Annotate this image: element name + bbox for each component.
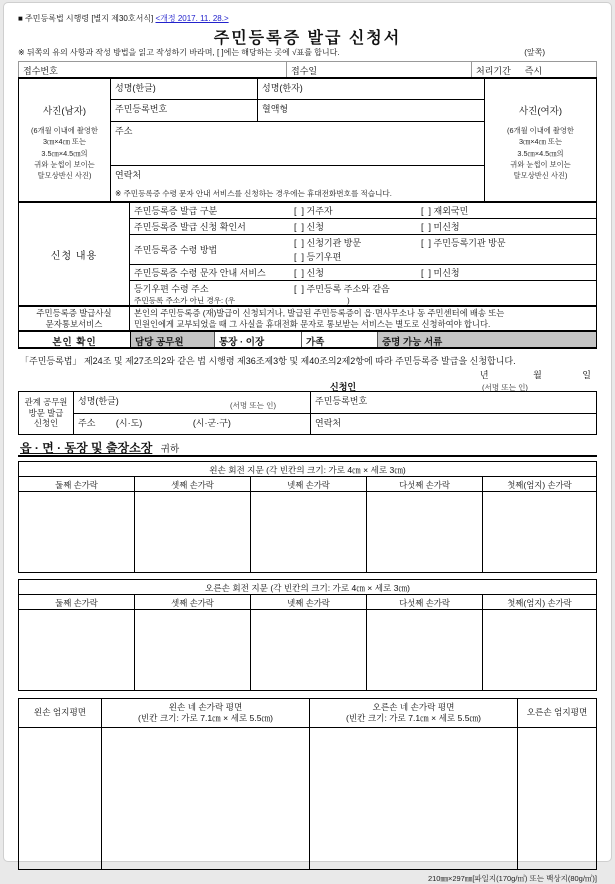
mail-address-label: 등기우편 수령 주소 [134, 283, 209, 294]
verify-officer-cell: 담당 공무원 [130, 332, 214, 347]
day-label: 일 [582, 370, 591, 380]
finger-col-fifth: 다섯째 손가락 [367, 477, 483, 492]
photo-male-caption [19, 125, 110, 181]
officer-label-line2: 방문 발급 [28, 407, 64, 418]
receipt-row [18, 61, 597, 77]
receipt-date-label: 접수일 [291, 66, 318, 76]
processing-period-cell [471, 62, 596, 77]
declaration-section [18, 349, 597, 391]
officer-rrn-label: 주민등록번호 [315, 396, 368, 406]
issuance-type-label: 주민등록증 발급 구분 [134, 206, 218, 216]
officer-label-line1: 관계 공무원 [24, 396, 68, 407]
notice-label-line1: 주민등록증 발급사실 [36, 308, 112, 318]
contact-label: 연락처 [115, 170, 142, 181]
addressee-line [18, 438, 597, 457]
photo-caption-line: 3㎝×4㎝ 또는 [518, 137, 563, 147]
fingerprint-blank-cell [251, 492, 367, 572]
officer-fields [74, 392, 596, 434]
confirmation-request-row [130, 219, 596, 235]
photo-caption-line: (6개월 이내에 촬영한 [507, 126, 574, 135]
declaration-date-line [20, 368, 595, 380]
name-korean-label: 성명(한글) [115, 83, 156, 93]
photo-male-title: 사진(남자) [42, 106, 87, 117]
officer-name-field[interactable] [74, 392, 311, 413]
officer-name-label: 성명(한글) [78, 396, 119, 406]
finger-col-thumb: 첫째(엄지) 손가락 [483, 595, 596, 610]
mail-address-other-note[interactable]: 주민등록 주소가 아닌 경우: (우 [134, 295, 236, 305]
impression-blank-cell [518, 728, 596, 869]
checkbox-sms-apply[interactable]: [ ] 신청 [294, 268, 324, 278]
checkbox-registered-mail[interactable]: [ ] 등기우편 [294, 252, 342, 262]
addressee-title: 읍 · 면 · 동장 및 출장소장 [20, 441, 153, 455]
photo-caption-line: 귀와 눈썹이 보이는 [34, 159, 95, 169]
declaration-text: 「주민등록법」 제24조 및 제27조의2와 같은 법 시행령 제36조제3항 및 제40조의2제2항에 따라 주민등록증 발급을 신청합니다. [20, 356, 516, 366]
fill-instruction: ※ 뒤쪽의 유의 사항과 작성 방법을 읽고 작성하기 바라며, [ ]에는 해당하는 곳에 √표를 합니다. [18, 48, 340, 57]
blood-type-field[interactable] [258, 100, 484, 120]
mail-address-row [130, 281, 596, 305]
revision-link[interactable]: <개정 2017. 11. 28.> [155, 14, 229, 23]
photo-caption-line: 귀와 눈썹이 보이는 [510, 159, 571, 169]
personal-info-table [18, 77, 597, 203]
plain-impression-table [18, 698, 597, 870]
signature-or-seal-label: (서명 또는 인) [482, 383, 528, 392]
application-section-label: 신청 내용 [19, 203, 130, 305]
paper-spec-footer: 210㎜×297㎜[파일지(170g/㎡) 또는 백상지(80g/㎡)] [427, 874, 597, 883]
left-thumb-plain-label: 왼손 엄지평면 [33, 707, 87, 718]
finger-col-second: 둘째 손가락 [19, 595, 135, 610]
photo-female-caption [485, 125, 596, 181]
name-hanja-label: 성명(한자) [262, 83, 303, 93]
fingerprint-blank-cell [19, 610, 135, 690]
right-hand-fingerprint-title: 오른손 회전 지문 (각 빈칸의 크기: 가로 4㎝ × 세로 3㎝) [19, 580, 596, 595]
receipt-number-cell[interactable] [19, 62, 286, 77]
sms-notice-label: 주민등록증 수령 문자 안내 서비스 [134, 268, 266, 278]
right-four-fingers-size: (빈칸 크기: 가로 7.1㎝ × 세로 5.5㎝) [346, 713, 481, 723]
right-fingerprint-column-headers [19, 595, 596, 610]
year-label: 년 [479, 370, 489, 380]
identity-verification-row [18, 332, 597, 349]
contact-field[interactable] [111, 166, 484, 201]
checkbox-overseas-korean[interactable]: [ ] 재외국민 [421, 206, 469, 216]
checkbox-apply[interactable]: [ ] 신청 [294, 222, 324, 232]
right-fingerprint-blank-row [19, 610, 596, 690]
rrn-label: 주민등록번호 [115, 104, 168, 115]
checkbox-visit-application-office[interactable]: [ ] 신청기관 방문 [294, 238, 362, 248]
officer-address-field[interactable] [74, 414, 311, 435]
receive-method-row [130, 235, 596, 265]
finger-col-fourth: 넷째 손가락 [251, 477, 367, 492]
impression-blank-cell [310, 728, 518, 869]
left-four-fingers-size: (빈칸 크기: 가로 7.1㎝ × 세로 5.5㎝) [138, 713, 273, 723]
fingerprint-blank-cell [135, 610, 251, 690]
officer-contact-field[interactable] [311, 414, 596, 435]
impression-blank-cell [19, 728, 102, 869]
officer-sigungu-label: (시·군·구) [192, 417, 231, 428]
checkbox-visit-registration-office[interactable]: [ ] 주민등록기관 방문 [421, 238, 506, 248]
notice-text-line2: 민원인에게 교부되었을 때 그 사실을 휴대전화 문자로 통보받는 서비스는 별도로 신청하여야 합니다. [134, 319, 491, 330]
photo-box-male [19, 79, 111, 201]
officer-address-label: 주소 [78, 417, 96, 428]
notice-label-line2: 문자통보서비스 [45, 318, 103, 329]
officer-rrn-field[interactable] [311, 392, 596, 413]
left-thumb-plain-header [19, 699, 102, 728]
blood-type-label: 혈액형 [262, 104, 289, 115]
fingerprint-blank-cell [367, 610, 483, 690]
left-hand-fingerprint-table [18, 461, 597, 573]
fingerprint-blank-cell [483, 492, 596, 572]
month-label: 월 [533, 370, 542, 380]
left-fingerprint-blank-row [19, 492, 596, 572]
right-four-fingers-header [310, 699, 518, 728]
right-thumb-plain-label: 오른손 엄지평면 [526, 707, 588, 718]
photo-caption-line: 3㎝×4㎝ 또는 [42, 137, 87, 147]
finger-col-second: 둘째 손가락 [19, 477, 135, 492]
checkbox-sms-not-apply[interactable]: [ ] 미신청 [421, 268, 460, 278]
notice-text-line1: 본인의 주민등록증 (재)발급이 신청되거나, 발급된 주민등록증이 읍·면사무소나 동 주민센터에 배송 또는 [134, 308, 505, 318]
photo-caption-line: 탈모상반신 사진) [37, 171, 92, 181]
address-field[interactable] [111, 122, 484, 165]
declaration-sign-line [20, 380, 595, 393]
officer-sido-label: (시·도) [115, 417, 143, 428]
application-rows [130, 203, 596, 305]
right-four-fingers-label: 오른손 네 손가락 평면 [372, 701, 455, 712]
left-hand-fingerprint-title: 왼손 회전 지문 (각 빈칸의 크기: 가로 4㎝ × 세로 3㎝) [19, 462, 596, 477]
receive-method-label: 주민등록증 수령 방법 [134, 245, 218, 255]
photo-caption-line: (6개월 이내에 촬영한 [31, 126, 98, 135]
verify-family-cell: 가족 [301, 332, 377, 347]
officer-visit-applicant-label [19, 392, 74, 434]
checkbox-same-as-registered-address[interactable]: [ ] 주민등록 주소와 같음 [294, 283, 390, 294]
sms-notice-row [130, 265, 596, 281]
verify-village-head-cell: 통장 · 이장 [214, 332, 301, 347]
receipt-number-label: 접수번호 [23, 66, 58, 76]
plain-impression-blank-row [19, 728, 596, 869]
left-fingerprint-column-headers [19, 477, 596, 492]
form-reference-text: ■ 주민등록법 시행령 [별지 제30호서식] [18, 14, 156, 23]
form-reference-line [18, 13, 597, 24]
issuance-notice-service-row [18, 307, 597, 332]
photo-caption-line: 3.5㎝×4.5㎝의 [517, 148, 564, 158]
checkbox-resident[interactable]: [ ] 거주자 [294, 206, 333, 216]
address-label: 주소 [115, 125, 133, 136]
fingerprint-blank-cell [251, 610, 367, 690]
rrn-field[interactable] [111, 100, 258, 120]
finger-col-fourth: 넷째 손가락 [251, 595, 367, 610]
right-hand-fingerprint-table [18, 579, 597, 691]
officer-contact-label: 연락처 [315, 417, 342, 428]
photo-female-title: 사진(여자) [518, 106, 563, 117]
fingerprint-blank-cell [19, 492, 135, 572]
fingerprint-blank-cell [367, 492, 483, 572]
officer-signature-label: (서명 또는 인) [230, 400, 276, 410]
applicant-label: 신청인 [330, 382, 357, 392]
checkbox-not-apply[interactable]: [ ] 미신청 [421, 222, 460, 232]
processing-period-value: 즉시 [524, 66, 543, 76]
name-hanja-field[interactable] [258, 79, 484, 99]
addressee-honorific: 귀하 [160, 444, 180, 455]
left-four-fingers-header [102, 699, 310, 728]
photo-caption-line: 3.5㎝×4.5㎝의 [41, 148, 88, 158]
receipt-date-cell[interactable] [286, 62, 471, 77]
plain-impression-headers [19, 699, 596, 728]
right-thumb-plain-header [518, 699, 596, 728]
officer-label-line3: 신청인 [33, 418, 59, 429]
finger-col-fifth: 다섯째 손가락 [367, 595, 483, 610]
page-side-label: (앞쪽) [524, 48, 545, 57]
officer-visit-applicant-table [18, 391, 597, 435]
contact-note: ※ 주민등록증 수령 문자 안내 서비스를 신청하는 경우에는 휴대전화번호를 적습니다. [115, 189, 392, 199]
issuance-type-row [130, 203, 596, 219]
resident-card-application-form [3, 2, 612, 883]
form-title: 주민등록증 발급 신청서 [213, 30, 402, 47]
issuance-notice-service-label [19, 307, 130, 330]
verify-documents-cell: 증명 가능 서류 [377, 332, 596, 347]
photo-caption-line: 탈모상반신 사진) [513, 171, 568, 181]
fingerprint-blank-cell [483, 610, 596, 690]
left-four-fingers-label: 왼손 네 손가락 평면 [168, 701, 243, 712]
identity-verification-label: 본인 확인 [52, 337, 97, 348]
finger-col-third: 셋째 손가락 [135, 595, 251, 610]
finger-col-thumb: 첫째(엄지) 손가락 [483, 477, 596, 492]
issuance-notice-service-text [130, 307, 596, 330]
confirmation-request-label: 주민등록증 발급 신청 확인서 [134, 222, 246, 232]
finger-col-third: 셋째 손가락 [135, 477, 251, 492]
mail-address-paren-close: ) [347, 295, 350, 305]
instruction-row [18, 47, 597, 59]
name-korean-field[interactable] [111, 79, 258, 99]
fingerprint-blank-cell [135, 492, 251, 572]
processing-period-label: 처리기간 [476, 66, 511, 76]
impression-blank-cell [102, 728, 310, 869]
personal-info-fields [111, 79, 484, 201]
photo-box-female [484, 79, 596, 201]
application-content-table [18, 203, 597, 307]
